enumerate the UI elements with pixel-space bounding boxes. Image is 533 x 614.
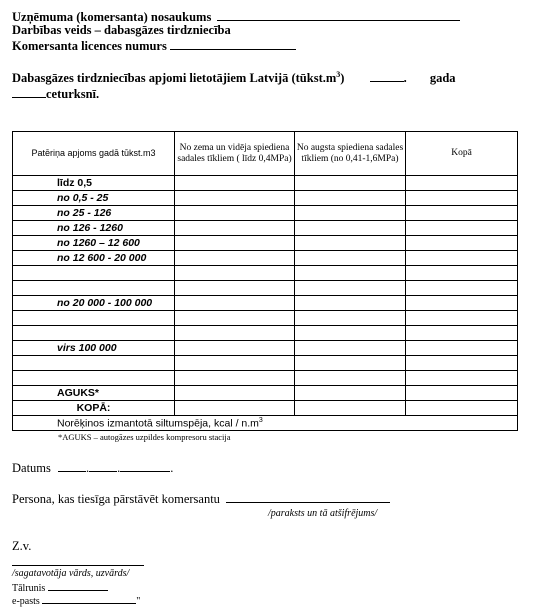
company-name-label: Uzņēmuma (komersanta) nosaukums — [12, 10, 212, 24]
cell-low-pressure[interactable] — [175, 281, 295, 296]
title-close: ) — [340, 71, 345, 86]
quarter-label: ceturksnī. — [46, 87, 100, 101]
row-label: AGUKS* — [13, 386, 175, 401]
row-label: no 25 - 126 — [13, 206, 175, 221]
license-number-label: Komersanta licences numurs — [12, 39, 167, 53]
cell-low-pressure[interactable] — [175, 386, 295, 401]
cell-total[interactable] — [406, 401, 518, 416]
cell-total[interactable] — [406, 206, 518, 221]
cell-total[interactable] — [406, 311, 518, 326]
row-label: no 12 600 - 20 000 — [13, 251, 175, 266]
cell-high-pressure[interactable] — [295, 221, 406, 236]
cell-total[interactable] — [406, 191, 518, 206]
row-label: virs 100 000 — [13, 341, 175, 356]
email-field[interactable] — [42, 594, 136, 604]
table-row — [13, 251, 518, 266]
email-line — [12, 594, 140, 607]
row-label — [13, 281, 175, 296]
cell-high-pressure[interactable] — [295, 326, 406, 341]
col-header-total: Kopā — [406, 132, 518, 176]
table-row — [13, 371, 518, 386]
phone-field[interactable] — [48, 581, 108, 591]
email-suffix: " — [136, 596, 141, 607]
cell-high-pressure[interactable] — [295, 191, 406, 206]
col-header-low-pressure: No zema un vidēja spiediena sadales tīkliem ( līdz 0,4MPa) — [175, 132, 295, 176]
cell-low-pressure[interactable] — [175, 221, 295, 236]
row-label: KOPĀ: — [13, 401, 175, 416]
preparer-hint: /sagatavotāja vārds, uzvārds/ — [12, 568, 130, 579]
license-number-line — [12, 38, 296, 54]
table-row — [13, 206, 518, 221]
cell-total[interactable] — [406, 221, 518, 236]
representative-line — [12, 491, 390, 507]
cell-low-pressure[interactable] — [175, 206, 295, 221]
cell-low-pressure[interactable] — [175, 371, 295, 386]
row-label: no 0,5 - 25 — [13, 191, 175, 206]
cell-high-pressure[interactable] — [295, 236, 406, 251]
date-label: Datums — [12, 461, 51, 475]
col-header-high-pressure: No augsta spiediena sadales tīkliem (no 0,41-1,6MPa) — [295, 132, 406, 176]
cell-high-pressure[interactable] — [295, 401, 406, 416]
cell-total[interactable] — [406, 296, 518, 311]
signature-hint: /paraksts un tā atšifrējums/ — [268, 508, 378, 519]
heat-capacity-label: Norēķinos izmantotā siltumspēja, kcal / n.m — [57, 417, 259, 430]
row-label — [13, 326, 175, 341]
table-row — [13, 191, 518, 206]
table-row — [13, 281, 518, 296]
footnote: *AGUKS – autogāzes uzpildes kompresoru stacija — [58, 432, 231, 442]
company-name-field[interactable] — [217, 9, 460, 21]
row-label — [13, 311, 175, 326]
date-year-field[interactable] — [120, 460, 170, 472]
phone-label: Tālrunis — [12, 583, 46, 594]
table-row — [13, 326, 518, 341]
heat-capacity-row — [13, 416, 518, 431]
table-row — [13, 311, 518, 326]
date-day-field[interactable] — [58, 460, 86, 472]
report-title — [12, 70, 517, 86]
table-header-row — [13, 132, 518, 176]
row-label — [13, 371, 175, 386]
table-row — [13, 266, 518, 281]
cell-high-pressure[interactable] — [295, 251, 406, 266]
row-label: līdz 0,5 — [13, 176, 175, 191]
cell-total[interactable] — [406, 176, 518, 191]
row-label: no 1260 – 12 600 — [13, 236, 175, 251]
date-month-field[interactable] — [89, 460, 117, 472]
cell-low-pressure[interactable] — [175, 296, 295, 311]
heat-capacity-cell[interactable] — [13, 416, 518, 431]
title-superscript: 3 — [336, 70, 341, 79]
cell-high-pressure[interactable] — [295, 206, 406, 221]
table-row — [13, 176, 518, 191]
cell-high-pressure[interactable] — [295, 266, 406, 281]
cell-low-pressure[interactable] — [175, 326, 295, 341]
cell-high-pressure[interactable] — [295, 356, 406, 371]
table-row — [13, 296, 518, 311]
cell-total[interactable] — [406, 341, 518, 356]
cell-total[interactable] — [406, 281, 518, 296]
email-label: e-pasts — [12, 596, 40, 607]
table-row — [13, 341, 518, 356]
heat-capacity-sup: 3 — [258, 416, 263, 424]
row-label — [13, 356, 175, 371]
cell-total[interactable] — [406, 251, 518, 266]
cell-low-pressure[interactable] — [175, 251, 295, 266]
date-line: Datums . . . — [12, 461, 174, 475]
quarter-line — [12, 86, 99, 102]
stamp-place: Z.v. — [12, 539, 32, 553]
preparer-name-field[interactable] — [12, 565, 144, 566]
representative-label: Persona, kas tiesīga pārstāvēt komersantu — [12, 492, 220, 506]
cell-high-pressure[interactable] — [295, 371, 406, 386]
volume-table — [12, 131, 518, 431]
cell-total[interactable] — [406, 356, 518, 371]
cell-low-pressure[interactable] — [175, 266, 295, 281]
cell-high-pressure[interactable] — [295, 341, 406, 356]
phone-line — [12, 581, 108, 594]
cell-low-pressure[interactable] — [175, 236, 295, 251]
license-number-field[interactable] — [170, 38, 296, 50]
row-label — [13, 266, 175, 281]
cell-high-pressure[interactable] — [295, 311, 406, 326]
table-row — [13, 356, 518, 371]
cell-high-pressure[interactable] — [295, 281, 406, 296]
cell-low-pressure[interactable] — [175, 311, 295, 326]
col-header-consumption: Patēriņa apjoms gadā tūkst.m3 — [13, 132, 175, 176]
cell-low-pressure[interactable] — [175, 176, 295, 191]
cell-low-pressure[interactable] — [175, 356, 295, 371]
cell-low-pressure[interactable] — [175, 341, 295, 356]
cell-high-pressure[interactable] — [295, 296, 406, 311]
title-text: Dabasgāzes tirdzniecības apjomi lietotājiem Latvijā (tūkst.m — [12, 71, 337, 86]
cell-high-pressure[interactable] — [295, 386, 406, 401]
cell-low-pressure[interactable] — [175, 401, 295, 416]
row-label: no 20 000 - 100 000 — [13, 296, 175, 311]
cell-low-pressure[interactable] — [175, 191, 295, 206]
activity-type: Darbības veids – dabasgāzes tirdzniecība — [12, 23, 231, 37]
quarter-field[interactable] — [12, 86, 46, 98]
row-label: no 126 - 1260 — [13, 221, 175, 236]
cell-total[interactable] — [406, 236, 518, 251]
cell-total[interactable] — [406, 266, 518, 281]
cell-total[interactable] — [406, 371, 518, 386]
cell-high-pressure[interactable] — [295, 176, 406, 191]
cell-total[interactable] — [406, 386, 518, 401]
year-label: . gada — [403, 71, 456, 86]
cell-total[interactable] — [406, 326, 518, 341]
table-row — [13, 236, 518, 251]
representative-signature-field[interactable] — [226, 491, 390, 503]
table-row — [13, 401, 518, 416]
year-field[interactable] — [370, 70, 404, 82]
table-row — [13, 221, 518, 236]
table-row — [13, 386, 518, 401]
